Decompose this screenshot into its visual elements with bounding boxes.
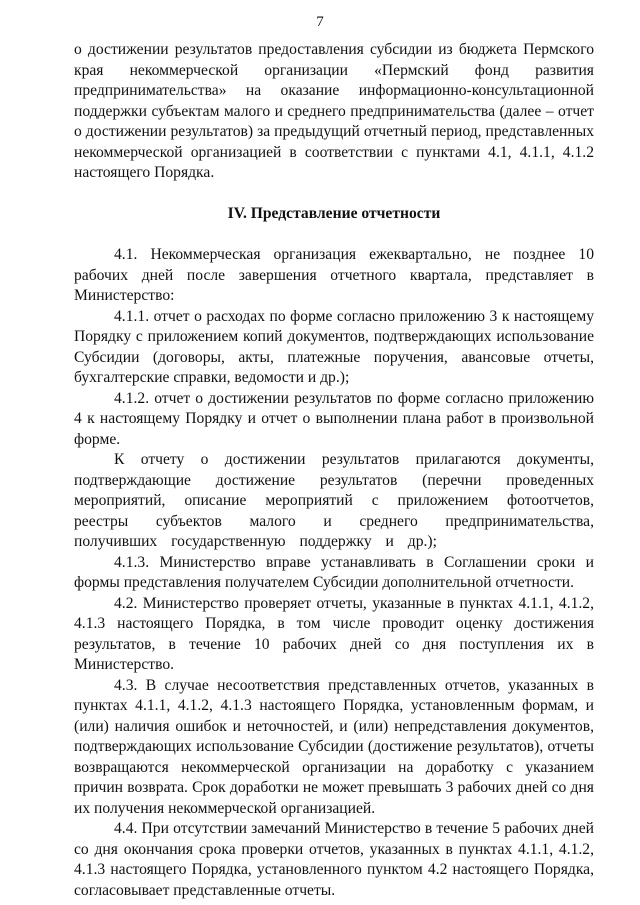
paragraph-4-2: 4.2. Министерство проверяет отчеты, указанные в пунктах 4.1.1, 4.1.2, 4.1.3 настоящего Порядка, в том числе проводит оценку достижения результатов, в течение 10 рабочих дней со дня поступления их в Министерство. (74, 594, 594, 673)
page-number: 7 (316, 14, 324, 30)
paragraph-4-3: 4.3. В случае несоответствия представленных отчетов, указанных в пунктах 4.1.1, 4.1.2, 4.1.3 настоящего Порядка, установленным формам, и (или) наличия ошибок и неточностей, и (или) непредставления документов, подтверждающих использование Субсидии (достижение результатов), отчеты возвращаются некоммерческой организации на доработку с указанием причин возврата. Срок доработки не может превышать 3 рабочих дней со дня их получения некоммерческой организацией. (74, 676, 594, 817)
paragraph-attachments: К отчету о достижении результатов прилагаются документы, подтверждающие достижение результатов (перечни проведенных мероприятий, описание мероприятий с приложением фотоотчетов, реестры субъектов малого и среднего предпринимательства, получивших государственную поддержку и др.); (74, 451, 594, 550)
intro-paragraph: о достижении результатов предоставления субсидии из бюджета Пермского края некоммерческой организации «Пермский фонд развития предпринимательства» на оказание информационно-консультационной поддержки субъектам малого и среднего предпринимательства (далее – отчет о достижении результатов) за предыдущий отчетный период, представленных некоммерческой организацией в соответствии с пунктами 4.1, 4.1.1, 4.1.2 настоящего Порядка. (74, 41, 594, 181)
paragraph-4-1-3: 4.1.3. Министерство вправе устанавливать в Соглашении сроки и формы представления получателем Субсидии дополнительной отчетности. (74, 553, 594, 591)
paragraph-4-1-2: 4.1.2. отчет о достижении результатов по форме согласно приложению 4 к настоящему Порядку и отчет о выполнении плана работ в произвольной форме. (74, 389, 594, 448)
section-heading: IV. Представление отчетности (227, 204, 441, 222)
paragraph-4-1: 4.1. Некоммерческая организация ежеквартально, не позднее 10 рабочих дней после завершения отчетного квартала, представляет в Министерство: (74, 246, 594, 304)
paragraph-4-4: 4.4. При отсутствии замечаний Министерство в течение 5 рабочих дней со дня окончания срока проверки отчетов, указанных в пунктах 4.1.1, 4.1.2, 4.1.3 настоящего Порядка, установленного пунктом 4.2 настоящего Порядка, согласовывает представленные отчеты. (74, 820, 594, 899)
document-body (74, 40, 594, 901)
paragraph-4-1-1: 4.1.1. отчет о расходах по форме согласно приложению 3 к настоящему Порядку с приложением копий документов, подтверждающих использование Субсидии (договоры, акты, платежные поручения, авансовые отчеты, бухгалтерские справки, ведомости и др.); (74, 307, 594, 386)
